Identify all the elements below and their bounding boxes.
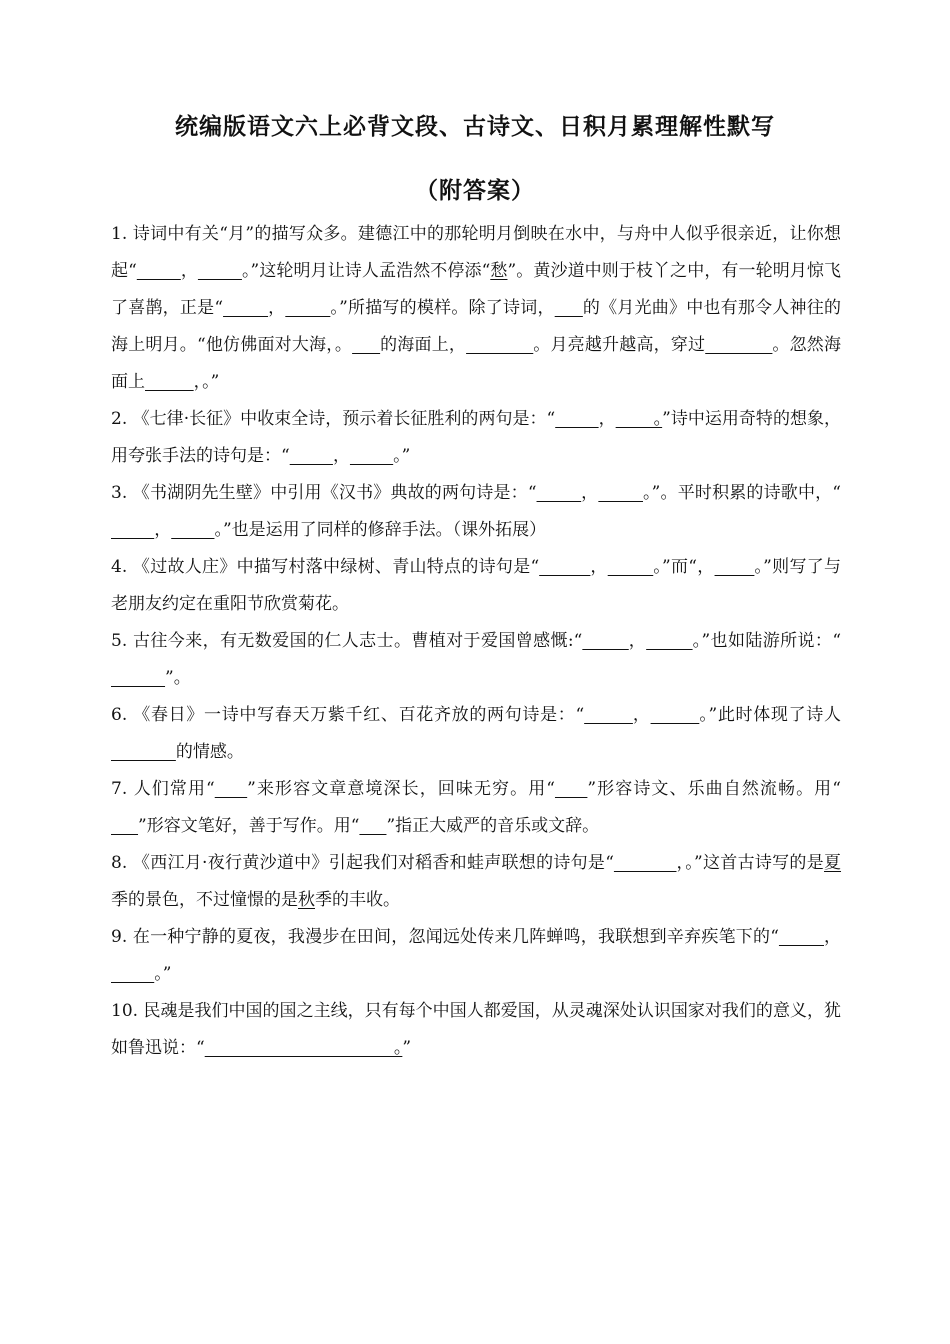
question-text: 。”这轮明月让诗人孟浩然不停添“: [241, 261, 491, 281]
question-text: 的《月光曲》中也有那令人神往的海上明月。“他仿佛面对大海，。: [111, 298, 841, 355]
question-text: 。”: [154, 964, 172, 984]
answer-blank: [111, 668, 165, 688]
page-title: 统编版语文六上必背文段、古诗文、日积月累理解性默写: [175, 114, 775, 140]
question-text: 。”则写了与老朋友约定在重阳节欣赏菊花。: [111, 557, 842, 614]
question-1: [111, 216, 841, 401]
answer-blank: [111, 742, 176, 762]
answer-blank: [779, 927, 824, 947]
answer-blank: [137, 261, 181, 281]
answer-blank: [198, 261, 242, 281]
question-4: [111, 549, 841, 623]
answer-blank: 夏: [824, 853, 842, 873]
answer-blank: [290, 446, 333, 466]
question-text: 6. 《春日》一诗中写春天万紫千红、百花齐放的两句诗是：“: [111, 705, 585, 725]
question-text: 10. 民魂是我们中国的国之主线，只有每个中国人都爱国，从灵魂深处认识国家对我们的意义，犹如鲁迅说：“: [111, 1001, 841, 1058]
question-text: 3. 《书湖阴先生壁》中引用《汉书》典故的两句诗是：“: [111, 483, 537, 503]
answer-blank: [651, 705, 700, 725]
question-5: [111, 623, 841, 697]
question-text: ”形容文笔好，善于写作。用“: [138, 816, 360, 836]
question-8: [111, 845, 841, 919]
question-text: 4. 《过故人庄》中描写村落中绿树、青山特点的诗句是“: [111, 557, 540, 577]
question-6: [111, 697, 841, 771]
question-text: 。”也如陆游所说：“: [692, 631, 842, 651]
question-7: [111, 771, 841, 845]
answer-blank: [555, 298, 583, 318]
answer-blank: [539, 557, 590, 577]
answer-blank: [352, 335, 380, 355]
question-text: ，: [581, 483, 599, 503]
question-text: 。”也是运用了同样的修辞手法。（课外拓展）: [214, 520, 547, 540]
answer-blank: [171, 520, 214, 540]
answer-blank: [111, 520, 154, 540]
question-text: ，。”: [193, 372, 220, 392]
question-text: 。月亮越升越高，穿过: [533, 335, 706, 355]
question-text: 的情感。: [175, 742, 244, 762]
answer-blank: [215, 779, 247, 799]
question-text: ，。”这首古诗写的是: [676, 853, 825, 873]
answer-blank: [598, 483, 643, 503]
answer-blank: [111, 816, 138, 836]
answer-blank: 秋: [298, 890, 315, 910]
question-text: 1. 诗词中有关“月”的描写众多。建德江中的那轮明月倒映在水中，与舟中人似乎很亲近，让你想起“: [111, 224, 841, 281]
question-text: ，: [632, 705, 651, 725]
question-text: ，: [590, 557, 608, 577]
answer-blank: 愁: [490, 261, 508, 281]
question-text: ，: [154, 520, 172, 540]
answer-blank: 。: [615, 409, 663, 429]
question-text: ，: [268, 298, 286, 318]
question-text: ”指正大威严的音乐或文辞。: [386, 816, 600, 836]
question-text: 2. 《七律·长征》中收束全诗，预示着长征胜利的两句是：“: [111, 409, 556, 429]
question-text: ”。: [165, 668, 191, 688]
question-3: [111, 475, 841, 549]
question-text: ，: [823, 927, 841, 947]
question-text: 。”此时体现了诗人: [699, 705, 841, 725]
answer-blank: [350, 446, 393, 466]
question-text: 。”而“，: [653, 557, 715, 577]
answer-blank: [145, 372, 194, 392]
page-subtitle: （附答案）: [415, 178, 535, 204]
question-text: ”: [402, 1038, 412, 1058]
question-text: 7. 人们常用“: [111, 779, 215, 799]
question-text: 。忽然海面上: [111, 335, 842, 392]
answer-blank: [537, 483, 582, 503]
question-text: ”诗中运用奇特的想象，用夸张手法的诗句是：“: [111, 409, 842, 466]
answer-blank: [111, 964, 154, 984]
answer-blank: [285, 298, 330, 318]
question-2: [111, 401, 841, 475]
answer-blank: [705, 335, 772, 355]
question-text: 。”。平时积累的诗歌中，“: [643, 483, 841, 503]
answer-blank: [555, 409, 598, 429]
question-10: [111, 993, 841, 1067]
question-9: [111, 919, 841, 993]
answer-blank: [715, 557, 755, 577]
answer-blank: [582, 631, 628, 651]
answer-blank: [359, 816, 386, 836]
question-text: ，: [332, 446, 350, 466]
answer-blank: [555, 779, 587, 799]
answer-blank: 。: [204, 1038, 403, 1058]
question-list: [111, 216, 841, 1067]
answer-blank: [584, 705, 633, 725]
question-text: 季的丰收。: [315, 890, 400, 910]
question-text: ，: [628, 631, 647, 651]
answer-blank: [223, 298, 268, 318]
question-text: 9. 在一种宁静的夏夜，我漫步在田间，忽闻远处传来几阵蝉鸣，我联想到辛弃疾笔下的“: [111, 927, 779, 947]
question-text: 8. 《西江月·夜行黄沙道中》引起我们对稻香和蛙声联想的诗句是“: [111, 853, 614, 873]
question-text: 。”所描写的模样。除了诗词，: [330, 298, 555, 318]
question-text: ，: [598, 409, 616, 429]
answer-blank: [614, 853, 677, 873]
question-text: 季的景色，不过憧憬的是: [111, 890, 298, 910]
question-text: 。”: [393, 446, 411, 466]
question-text: ”形容诗文、乐曲自然流畅。用“: [587, 779, 841, 799]
question-text: 的海面上，: [380, 335, 467, 355]
answer-blank: [608, 557, 654, 577]
answer-blank: [466, 335, 533, 355]
answer-blank: [646, 631, 692, 651]
question-text: ”来形容文章意境深长，回味无穷。用“: [247, 779, 555, 799]
question-text: 5. 古往今来，有无数爱国的仁人志士。曹植对于爱国曾感慨:“: [111, 631, 583, 651]
question-text: ”。黄沙道中则于枝丫之中，有一轮明月惊飞了喜鹊，正是“: [111, 261, 842, 318]
question-text: ，: [180, 261, 198, 281]
